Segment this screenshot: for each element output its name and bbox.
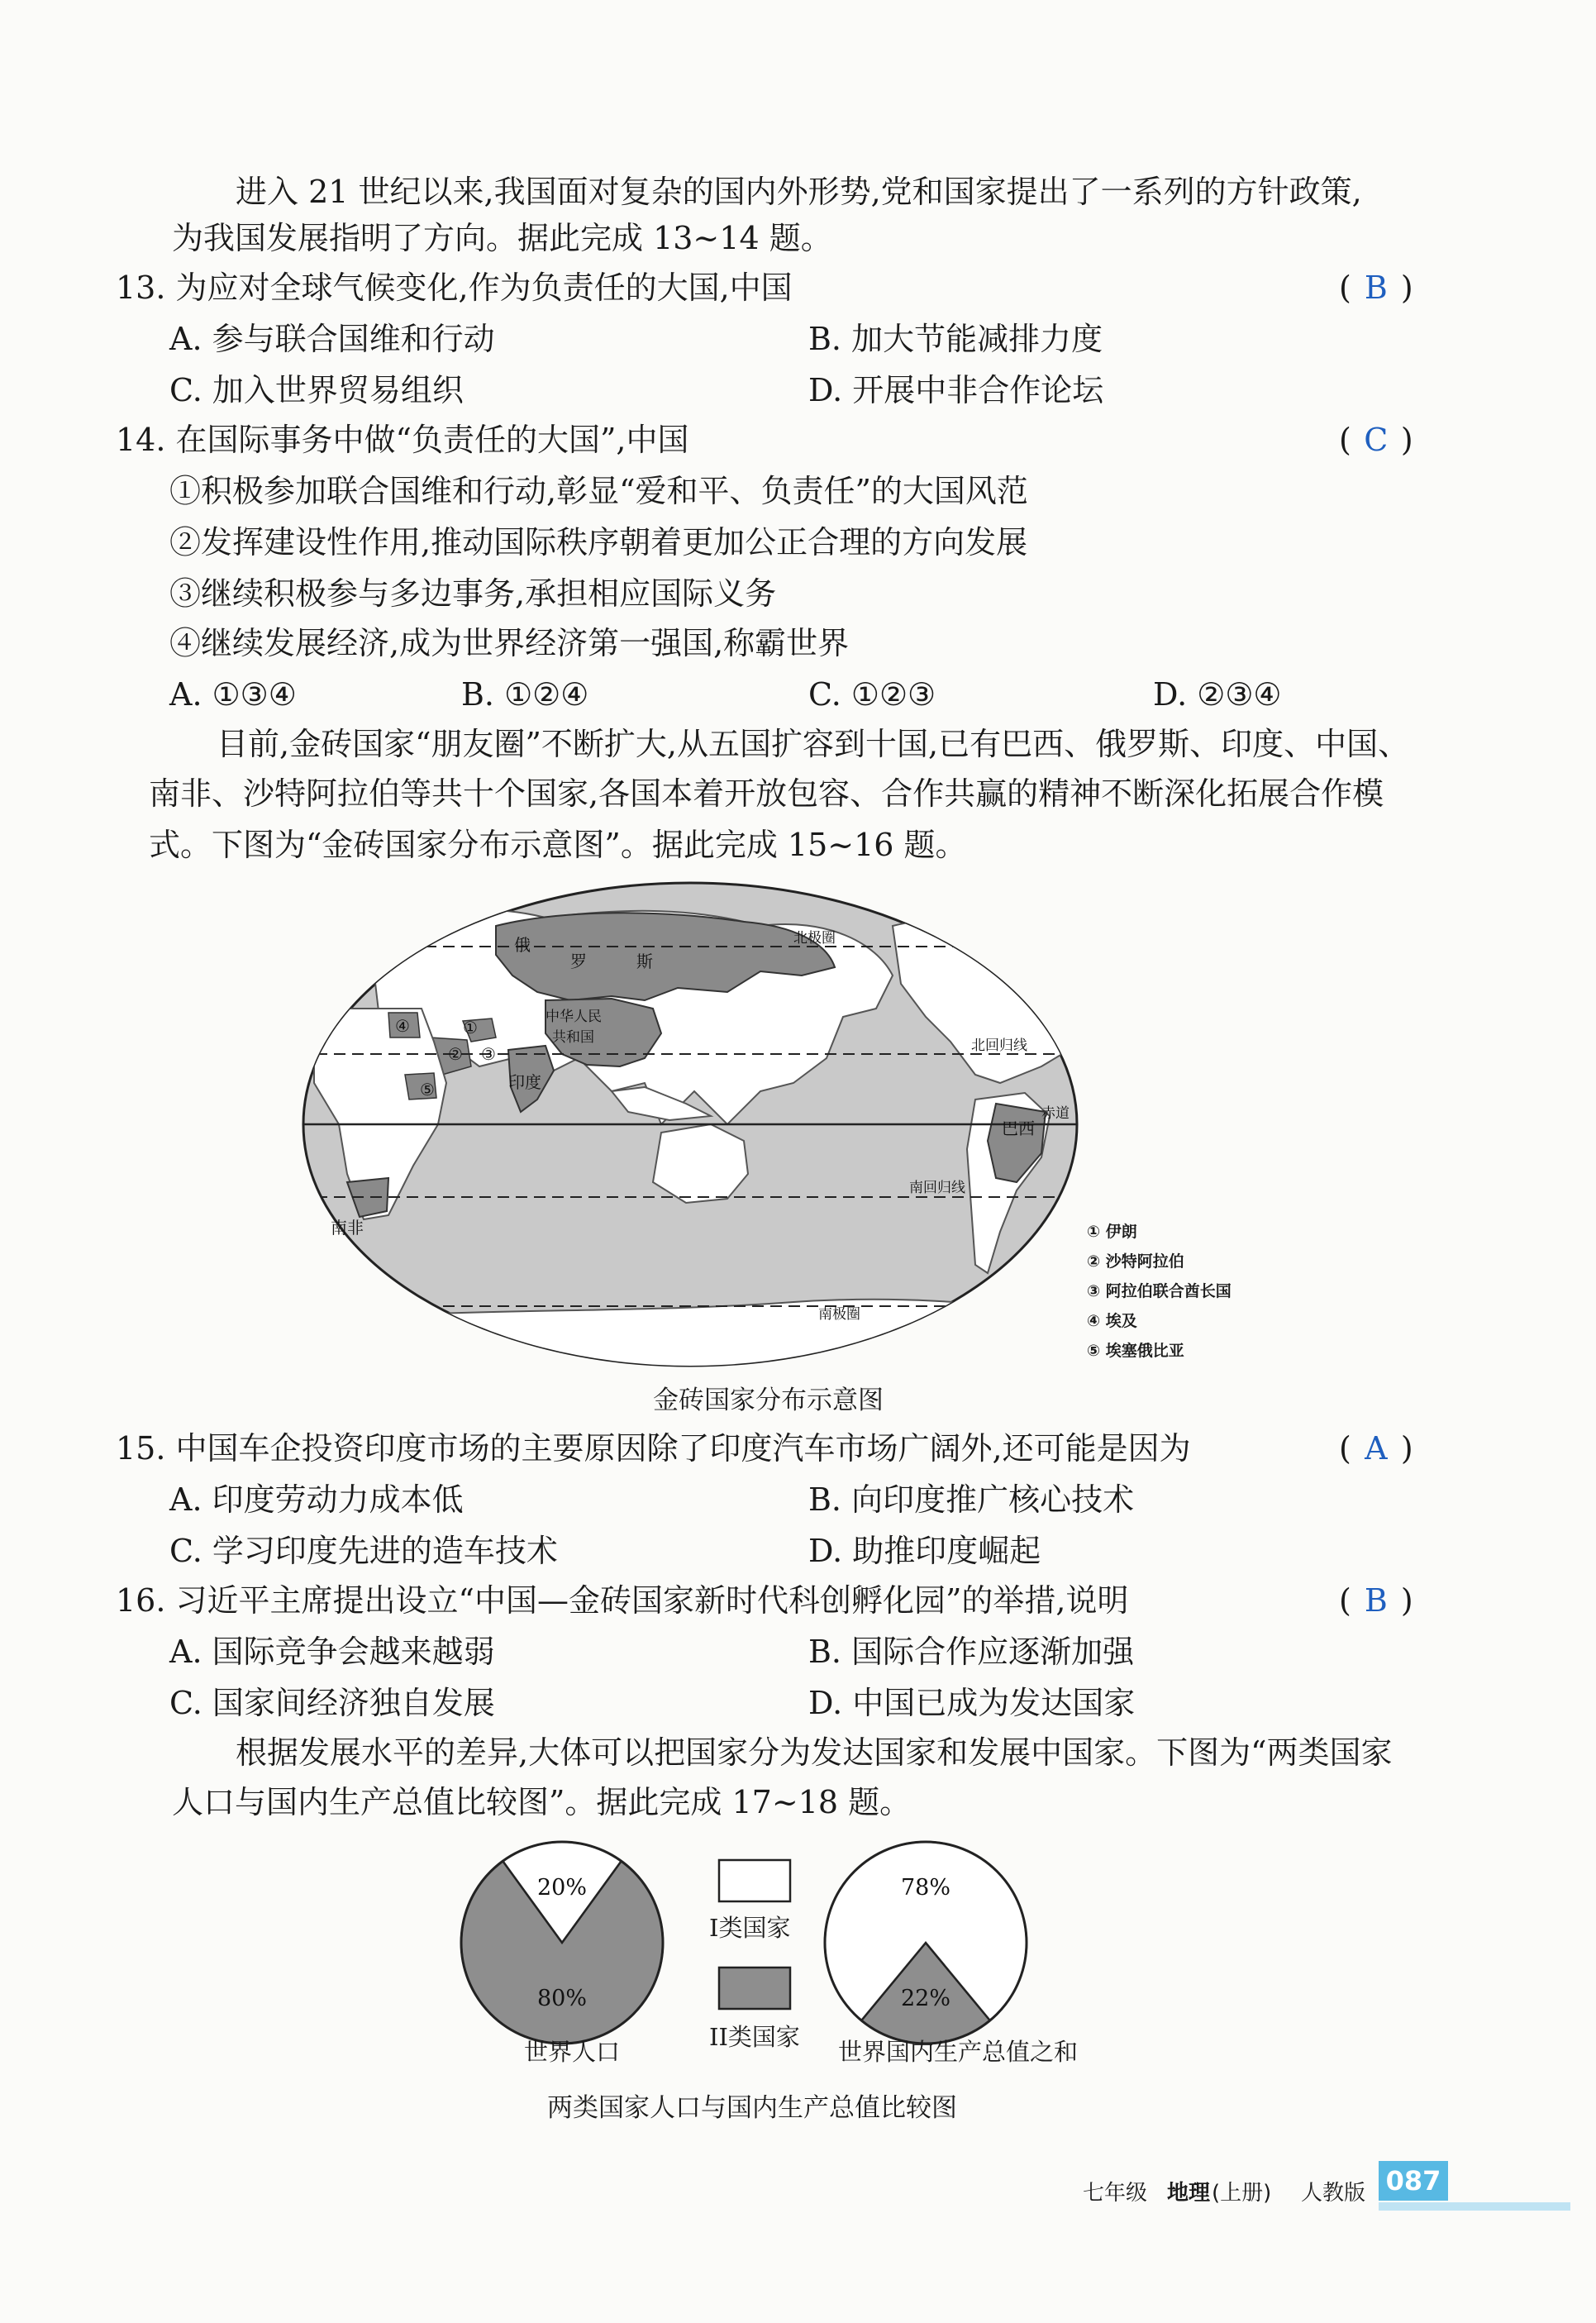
q13-option-a: A. 参与联合国维和行动	[169, 321, 495, 357]
pie2-slice-1-label: 22%	[900, 1986, 951, 2012]
intro1-line1: 进入 21 世纪以来,我国面对复杂的国内外形势,党和国家提出了一系列的方针政策,	[236, 174, 1362, 210]
pie1-slice-2-label: 80%	[536, 1986, 588, 2012]
legend-swatch-type1	[719, 1860, 790, 1901]
q16-answer-letter: B	[1364, 1582, 1388, 1619]
intro3-line2: 人口与国内生产总值比较图”。据此完成 17~18 题。	[172, 1784, 912, 1820]
map-legend	[1087, 1217, 1232, 1366]
map-label-brazil: 巴西	[1002, 1119, 1035, 1138]
legend-item-1: ① 伊朗	[1087, 1223, 1137, 1241]
q14-answer: ( C )	[1339, 418, 1413, 461]
q13-answer: ( B )	[1339, 266, 1413, 309]
map-label-n3: ③	[481, 1044, 496, 1064]
map-label-russia-3: 斯	[636, 952, 653, 971]
map-label-n1: ①	[463, 1018, 478, 1037]
australia-land	[653, 1124, 748, 1203]
q14-item-2: ②发挥建设性作用,推动国际秩序朝着更加公正合理的方向发展	[169, 524, 1028, 560]
footer-edition: 人教版	[1301, 2181, 1366, 2206]
legend-label-type1: I类国家	[709, 1914, 791, 1942]
footer-subject: 地理	[1167, 2181, 1211, 2206]
q14-option-d: D. ②③④	[1153, 676, 1282, 713]
legend-label-type2: II类国家	[709, 2023, 800, 2051]
pie-gdp-label: 世界国内生产总值之和	[838, 2038, 1079, 2066]
intro2-line3: 式。下图为“金砖国家分布示意图”。据此完成 15~16 题。	[149, 827, 967, 863]
legend-item-4: ④ 埃及	[1087, 1312, 1137, 1330]
pie-gdp	[825, 1842, 1027, 2044]
antarctica-land	[298, 1300, 1083, 1372]
footer-grade: 七年级	[1083, 2181, 1148, 2206]
pie1-slice-1-label: 20%	[536, 1874, 588, 1901]
q16-stem: 16. 习近平主席提出设立“中国—金砖国家新时代科创孵化园”的举措,说明	[116, 1582, 1129, 1619]
map-caption: 金砖国家分布示意图	[653, 1386, 884, 1415]
intro1-line2: 为我国发展指明了方向。据此完成 13~14 题。	[172, 220, 832, 256]
q16-option-b: B. 国际合作应逐渐加强	[808, 1634, 1135, 1670]
map-label-china-2: 共和国	[552, 1029, 594, 1046]
footer-bar	[1379, 2202, 1570, 2211]
q14-item-4: ④继续发展经济,成为世界经济第一强国,称霸世界	[169, 625, 850, 661]
q14-option-b: B. ①②④	[461, 676, 589, 713]
map-label-cancer: 北回归线	[971, 1037, 1027, 1054]
pie-population-label: 世界人口	[524, 2038, 621, 2066]
q15-answer: ( A )	[1339, 1427, 1413, 1470]
q14-answer-letter: C	[1364, 422, 1389, 458]
q14-option-c: C. ①②③	[808, 676, 936, 713]
map-label-antarctic: 南极圈	[818, 1306, 860, 1323]
legend-item-2: ② 沙特阿拉伯	[1087, 1252, 1184, 1271]
q16-answer: ( B )	[1339, 1579, 1413, 1622]
q13-option-c: C. 加入世界贸易组织	[169, 372, 464, 408]
q13-answer-letter: B	[1364, 270, 1388, 306]
q14-item-1: ①积极参加联合国维和行动,彰显“爱和平、负责任”的大国风范	[169, 473, 1028, 509]
intro2-line2: 南非、沙特阿拉伯等共十个国家,各国本着开放包容、合作共赢的精神不断深化拓展合作模	[149, 775, 1384, 812]
legend-item-5: ⑤ 埃塞俄比亚	[1087, 1342, 1184, 1360]
q16-option-d: D. 中国已成为发达国家	[808, 1685, 1136, 1721]
legend-swatch-type2	[719, 1968, 790, 2009]
q16-option-a: A. 国际竞争会越来越弱	[169, 1634, 495, 1670]
map-label-russia-2: 罗	[570, 952, 587, 971]
map-label-arctic: 北极圈	[793, 930, 836, 947]
map-label-india: 印度	[508, 1072, 541, 1092]
q13-stem: 13. 为应对全球气候变化,作为负责任的大国,中国	[116, 270, 793, 306]
footer-volume: (上册)	[1212, 2181, 1272, 2206]
q14-stem: 14. 在国际事务中做“负责任的大国”,中国	[116, 422, 689, 458]
q16-option-c: C. 国家间经济独自发展	[169, 1685, 495, 1721]
intro3-line1: 根据发展水平的差异,大体可以把国家分为发达国家和发展中国家。下图为“两类国家	[236, 1734, 1393, 1771]
q15-option-c: C. 学习印度先进的造车技术	[169, 1533, 558, 1569]
map-label-southafrica: 南非	[331, 1218, 364, 1238]
intro2-line1: 目前,金砖国家“朋友圈”不断扩大,从五国扩容到十国,已有巴西、俄罗斯、印度、中国、	[217, 726, 1410, 762]
page-number: 087	[1379, 2161, 1448, 2201]
q15-stem: 15. 中国车企投资印度市场的主要原因除了印度汽车市场广阔外,还可能是因为	[116, 1430, 1191, 1467]
map-label-n2: ②	[448, 1044, 463, 1064]
q14-option-a: A. ①③④	[169, 676, 297, 713]
map-label-n4: ④	[395, 1016, 410, 1036]
map-label-china-1: 中华人民	[545, 1009, 602, 1025]
chart-title: 两类国家人口与国内生产总值比较图	[547, 2093, 957, 2123]
map-label-capricorn: 南回归线	[909, 1180, 965, 1196]
q15-option-d: D. 助推印度崛起	[808, 1533, 1041, 1569]
q15-option-a: A. 印度劳动力成本低	[169, 1481, 464, 1518]
map-label-equator: 赤道	[1041, 1105, 1070, 1122]
q14-item-3: ③继续积极参与多边事务,承担相应国际义务	[169, 575, 777, 612]
q13-option-b: B. 加大节能减排力度	[808, 321, 1103, 357]
pie-population	[461, 1842, 663, 2044]
q15-answer-letter: A	[1365, 1430, 1388, 1467]
pie2-slice-2-label: 78%	[900, 1874, 951, 1901]
brics-map	[298, 876, 1083, 1372]
legend-item-3: ③ 阿拉伯联合酋长国	[1087, 1282, 1232, 1300]
map-label-n5: ⑤	[420, 1080, 435, 1099]
q15-option-b: B. 向印度推广核心技术	[808, 1481, 1135, 1518]
q13-option-d: D. 开展中非合作论坛	[808, 372, 1104, 408]
map-label-russia-1: 俄	[514, 935, 531, 955]
